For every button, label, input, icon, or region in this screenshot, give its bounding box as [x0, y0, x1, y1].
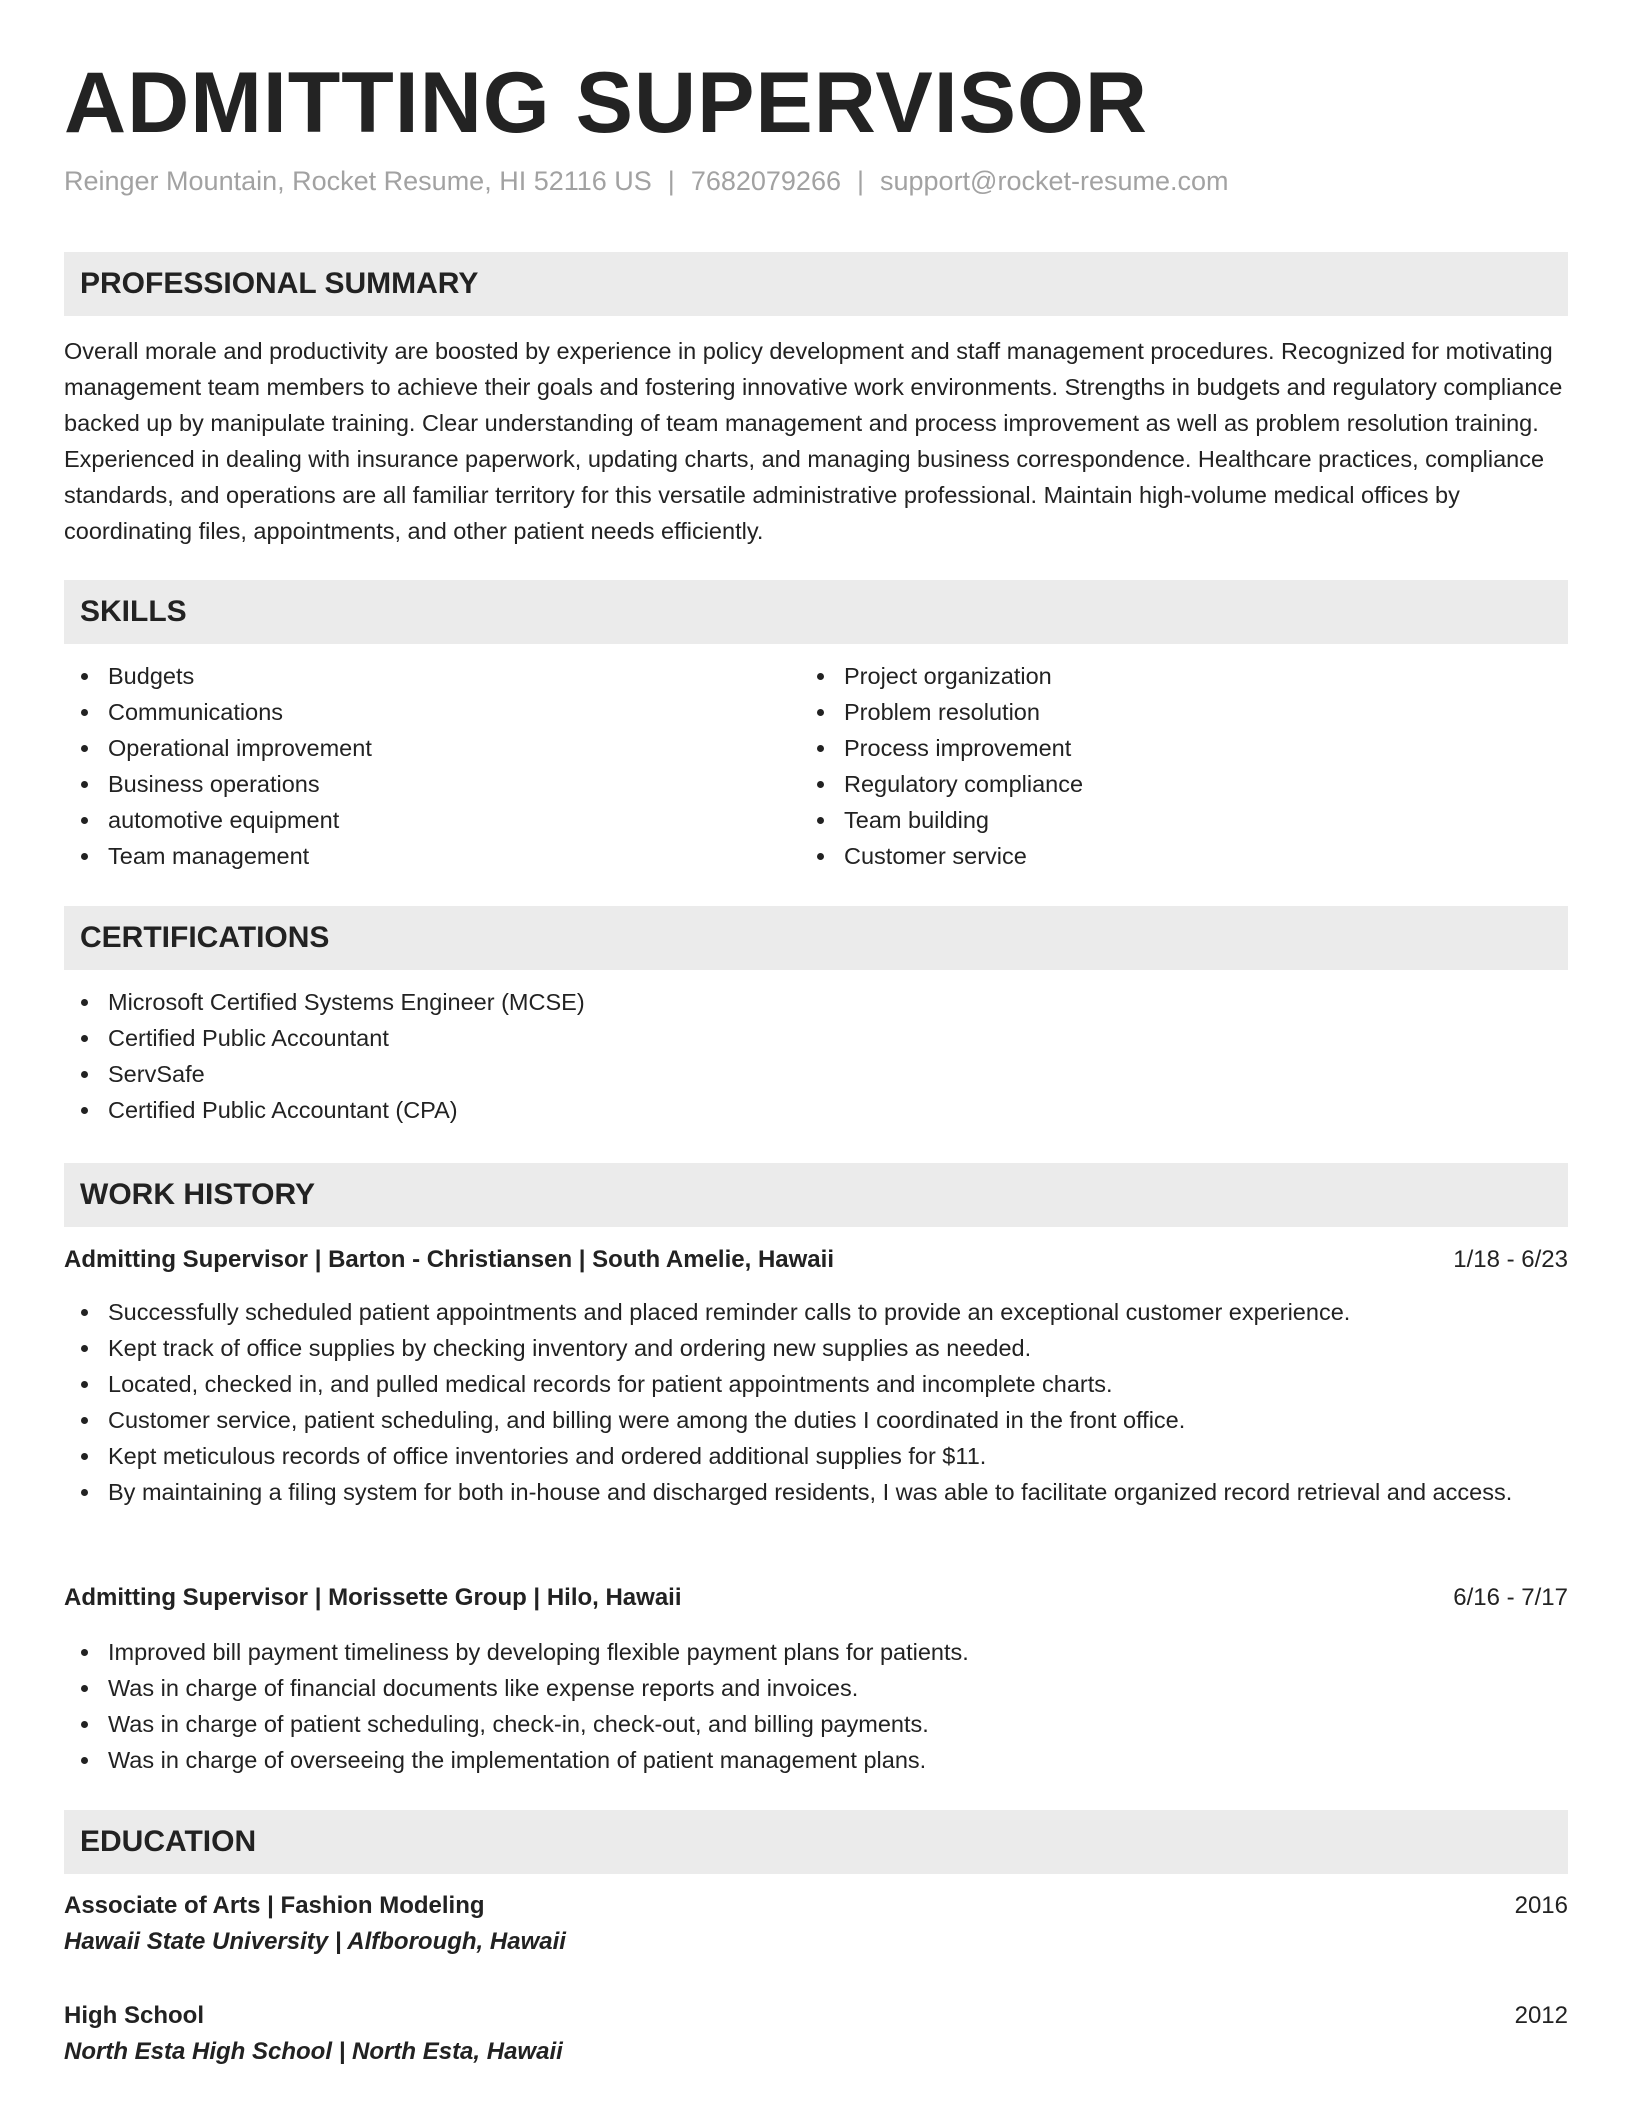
list-item: By maintaining a filing system for both in-house and discharged residents, I was able to facilitate organized record retrieval and access. [64, 1474, 1544, 1510]
list-item: Located, checked in, and pulled medical records for patient appointments and incomplete charts. [64, 1366, 1544, 1402]
education-degree: Associate of Arts | Fashion Modeling [64, 1892, 485, 1919]
list-item: Certified Public Accountant [64, 1020, 1564, 1056]
job-dates: 6/16 - 7/17 [1453, 1584, 1568, 1611]
list-item: Certified Public Accountant (CPA) [64, 1092, 1564, 1128]
list-item: Process improvement [800, 730, 1500, 766]
section-heading-skills: SKILLS [64, 580, 1568, 644]
list-item: Kept meticulous records of office inventories and ordered additional supplies for $11. [64, 1438, 1544, 1474]
list-item: Improved bill payment timeliness by developing flexible payment plans for patients. [64, 1634, 1544, 1670]
education-school: North Esta High School | North Esta, Hawaii [64, 2038, 563, 2065]
contact-email[interactable]: support@rocket-resume.com [880, 166, 1229, 196]
contact-line [64, 166, 1229, 197]
job-dates: 1/18 - 6/23 [1453, 1246, 1568, 1273]
candidate-name: ADMITTING SUPERVISOR [64, 55, 1148, 151]
skills-list-left [64, 658, 764, 874]
list-item: Problem resolution [800, 694, 1500, 730]
job-bullets [64, 1634, 1544, 1778]
list-item: Operational improvement [64, 730, 764, 766]
list-item: Customer service, patient scheduling, and billing were among the duties I coordinated in the front office. [64, 1402, 1544, 1438]
education-year: 2012 [1514, 2002, 1568, 2029]
job-header [64, 1242, 1568, 1278]
list-item: Customer service [800, 838, 1500, 874]
list-item: Kept track of office supplies by checking inventory and ordering new supplies as needed. [64, 1330, 1544, 1366]
list-item: Was in charge of financial documents like expense reports and invoices. [64, 1670, 1544, 1706]
list-item: Team management [64, 838, 764, 874]
list-item: Project organization [800, 658, 1500, 694]
list-item: Communications [64, 694, 764, 730]
list-item: Budgets [64, 658, 764, 694]
section-heading-certifications: CERTIFICATIONS [64, 906, 1568, 970]
job-title: Admitting Supervisor | Barton - Christiansen | South Amelie, Hawaii [64, 1246, 834, 1273]
summary-text: Overall morale and productivity are boosted by experience in policy development and staff management procedures. Recognized for motivating management team members to achieve their goals and fostering innovative work environments. Strengths in budgets and regulatory compliance backed up by manipulate training. Clear understanding of team management and process improvement as well as problem resolution training. Experienced in dealing with insurance paperwork, updating charts, and managing business correspondence. Healthcare practices, compliance standards, and operations are all familiar territory for this versatile administrative professional. Maintain high-volume medical offices by coordinating files, appointments, and other patient needs efficiently. [64, 338, 1563, 544]
list-item: Microsoft Certified Systems Engineer (MCSE) [64, 984, 1564, 1020]
education-year: 2016 [1514, 1892, 1568, 1919]
job-title: Admitting Supervisor | Morissette Group | Hilo, Hawaii [64, 1584, 682, 1611]
contact-phone: 7682079266 [690, 166, 841, 196]
job-bullets [64, 1294, 1544, 1510]
contact-separator: | [856, 166, 864, 196]
list-item: Business operations [64, 766, 764, 802]
education-school: Hawaii State University | Alfborough, Hawaii [64, 1928, 566, 1955]
list-item: Was in charge of patient scheduling, check-in, check-out, and billing payments. [64, 1706, 1544, 1742]
education-header [64, 1998, 1568, 2034]
list-item: automotive equipment [64, 802, 764, 838]
education-header [64, 1888, 1568, 1924]
list-item: Was in charge of overseeing the implementation of patient management plans. [64, 1742, 1544, 1778]
education-degree: High School [64, 2002, 204, 2029]
list-item: ServSafe [64, 1056, 1564, 1092]
section-heading-summary: PROFESSIONAL SUMMARY [64, 252, 1568, 316]
skills-list-right [800, 658, 1500, 874]
job-header [64, 1580, 1568, 1616]
section-heading-education: EDUCATION [64, 1810, 1568, 1874]
list-item: Successfully scheduled patient appointments and placed reminder calls to provide an exceptional customer experience. [64, 1294, 1544, 1330]
contact-address: Reinger Mountain, Rocket Resume, HI 52116 US [64, 166, 652, 196]
section-heading-work-history: WORK HISTORY [64, 1163, 1568, 1227]
contact-separator: | [667, 166, 675, 196]
certifications-list [64, 984, 1564, 1128]
list-item: Team building [800, 802, 1500, 838]
list-item: Regulatory compliance [800, 766, 1500, 802]
